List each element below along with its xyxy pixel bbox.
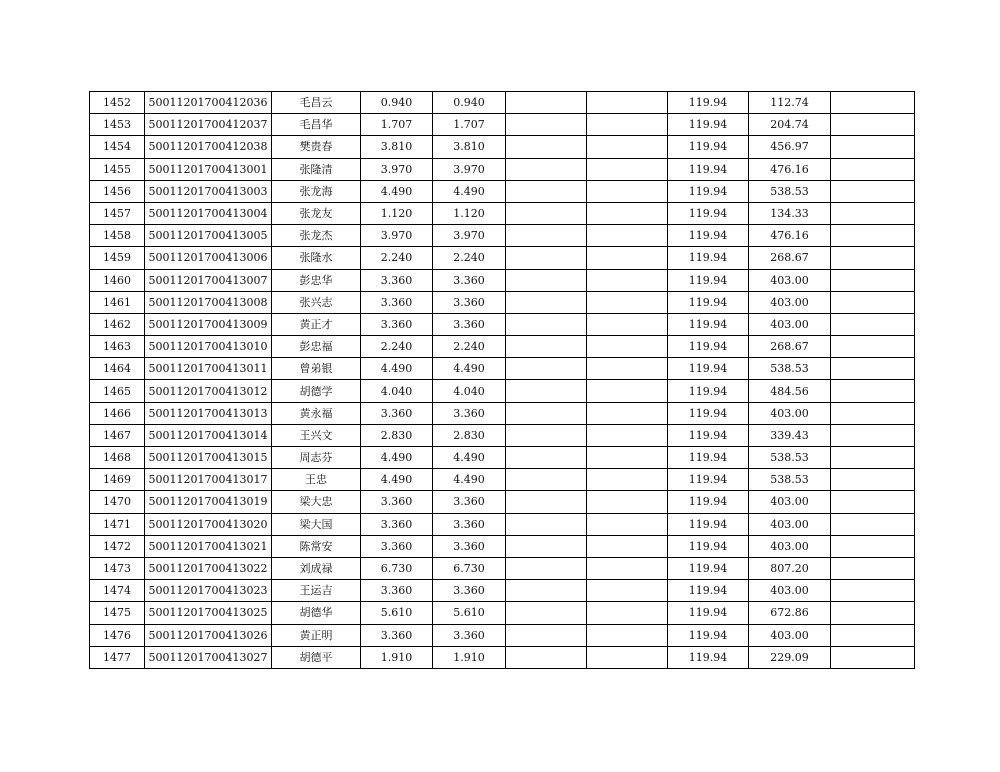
blank-cell <box>506 469 587 491</box>
amount-cell: 134.33 <box>749 202 831 224</box>
remark-cell <box>831 114 915 136</box>
table-row <box>90 313 915 335</box>
remark-cell <box>831 247 915 269</box>
amount-cell: 807.20 <box>749 557 831 579</box>
blank-cell <box>587 469 668 491</box>
price-cell: 119.94 <box>668 624 749 646</box>
name-cell: 樊贵春 <box>272 136 361 158</box>
area-cell: 4.040 <box>361 380 433 402</box>
amount-cell: 268.67 <box>749 247 831 269</box>
blank-cell <box>587 535 668 557</box>
name-cell: 陈常安 <box>272 535 361 557</box>
code-cell: 50011201700413022 <box>145 557 272 579</box>
name-cell: 周志芬 <box>272 447 361 469</box>
blank-cell <box>506 402 587 424</box>
price-cell: 119.94 <box>668 402 749 424</box>
remark-cell <box>831 225 915 247</box>
blank-cell <box>506 114 587 136</box>
amount-cell: 339.43 <box>749 424 831 446</box>
area-cell: 3.360 <box>361 291 433 313</box>
blank-cell <box>587 136 668 158</box>
price-cell: 119.94 <box>668 180 749 202</box>
seq-cell: 1477 <box>90 646 145 668</box>
seq-cell: 1474 <box>90 580 145 602</box>
name-cell: 张龙杰 <box>272 225 361 247</box>
name-cell: 胡德平 <box>272 646 361 668</box>
amount-cell: 403.00 <box>749 491 831 513</box>
table-row <box>90 358 915 380</box>
seq-cell: 1475 <box>90 602 145 624</box>
area-confirmed-cell: 2.240 <box>433 336 506 358</box>
name-cell: 曾弟银 <box>272 358 361 380</box>
area-cell: 3.360 <box>361 624 433 646</box>
amount-cell: 403.00 <box>749 535 831 557</box>
price-cell: 119.94 <box>668 380 749 402</box>
blank-cell <box>506 424 587 446</box>
area-cell: 3.360 <box>361 513 433 535</box>
code-cell: 50011201700413021 <box>145 535 272 557</box>
name-cell: 张隆水 <box>272 247 361 269</box>
code-cell: 50011201700413010 <box>145 336 272 358</box>
price-cell: 119.94 <box>668 535 749 557</box>
price-cell: 119.94 <box>668 225 749 247</box>
area-confirmed-cell: 4.490 <box>433 447 506 469</box>
table-row <box>90 447 915 469</box>
blank-cell <box>506 447 587 469</box>
remark-cell <box>831 535 915 557</box>
area-cell: 3.360 <box>361 580 433 602</box>
area-confirmed-cell: 4.490 <box>433 358 506 380</box>
amount-cell: 204.74 <box>749 114 831 136</box>
seq-cell: 1472 <box>90 535 145 557</box>
blank-cell <box>506 313 587 335</box>
blank-cell <box>587 269 668 291</box>
area-cell: 2.240 <box>361 336 433 358</box>
area-confirmed-cell: 5.610 <box>433 602 506 624</box>
code-cell: 50011201700413011 <box>145 358 272 380</box>
seq-cell: 1462 <box>90 313 145 335</box>
seq-cell: 1463 <box>90 336 145 358</box>
area-confirmed-cell: 3.360 <box>433 402 506 424</box>
remark-cell <box>831 469 915 491</box>
code-cell: 50011201700413026 <box>145 624 272 646</box>
area-cell: 4.490 <box>361 469 433 491</box>
code-cell: 50011201700413012 <box>145 380 272 402</box>
blank-cell <box>587 92 668 114</box>
blank-cell <box>506 158 587 180</box>
blank-cell <box>506 624 587 646</box>
blank-cell <box>506 646 587 668</box>
price-cell: 119.94 <box>668 158 749 180</box>
name-cell: 黄正才 <box>272 313 361 335</box>
blank-cell <box>587 513 668 535</box>
code-cell: 50011201700413003 <box>145 180 272 202</box>
name-cell: 张龙海 <box>272 180 361 202</box>
area-confirmed-cell: 3.360 <box>433 313 506 335</box>
seq-cell: 1458 <box>90 225 145 247</box>
seq-cell: 1452 <box>90 92 145 114</box>
amount-cell: 403.00 <box>749 291 831 313</box>
blank-cell <box>587 580 668 602</box>
remark-cell <box>831 291 915 313</box>
area-cell: 1.120 <box>361 202 433 224</box>
name-cell: 梁大国 <box>272 513 361 535</box>
area-cell: 3.360 <box>361 313 433 335</box>
blank-cell <box>587 225 668 247</box>
blank-cell <box>506 358 587 380</box>
price-cell: 119.94 <box>668 202 749 224</box>
remark-cell <box>831 92 915 114</box>
price-cell: 119.94 <box>668 291 749 313</box>
code-cell: 50011201700413007 <box>145 269 272 291</box>
remark-cell <box>831 269 915 291</box>
seq-cell: 1467 <box>90 424 145 446</box>
seq-cell: 1460 <box>90 269 145 291</box>
amount-cell: 403.00 <box>749 580 831 602</box>
blank-cell <box>587 313 668 335</box>
area-confirmed-cell: 4.490 <box>433 469 506 491</box>
table-row <box>90 225 915 247</box>
blank-cell <box>587 491 668 513</box>
area-confirmed-cell: 1.120 <box>433 202 506 224</box>
blank-cell <box>506 513 587 535</box>
amount-cell: 403.00 <box>749 513 831 535</box>
seq-cell: 1470 <box>90 491 145 513</box>
blank-cell <box>506 557 587 579</box>
blank-cell <box>506 92 587 114</box>
table-row <box>90 136 915 158</box>
name-cell: 王忠 <box>272 469 361 491</box>
seq-cell: 1469 <box>90 469 145 491</box>
table-row <box>90 269 915 291</box>
name-cell: 张隆清 <box>272 158 361 180</box>
code-cell: 50011201700413017 <box>145 469 272 491</box>
area-confirmed-cell: 3.360 <box>433 513 506 535</box>
code-cell: 50011201700412038 <box>145 136 272 158</box>
table-row <box>90 158 915 180</box>
price-cell: 119.94 <box>668 247 749 269</box>
area-confirmed-cell: 3.970 <box>433 158 506 180</box>
blank-cell <box>587 402 668 424</box>
remark-cell <box>831 602 915 624</box>
code-cell: 50011201700413023 <box>145 580 272 602</box>
price-cell: 119.94 <box>668 92 749 114</box>
area-confirmed-cell: 1.910 <box>433 646 506 668</box>
blank-cell <box>587 291 668 313</box>
blank-cell <box>587 336 668 358</box>
blank-cell <box>506 269 587 291</box>
table-row <box>90 247 915 269</box>
price-cell: 119.94 <box>668 580 749 602</box>
name-cell: 张龙友 <box>272 202 361 224</box>
area-cell: 6.730 <box>361 557 433 579</box>
seq-cell: 1465 <box>90 380 145 402</box>
area-cell: 4.490 <box>361 358 433 380</box>
code-cell: 50011201700413009 <box>145 313 272 335</box>
blank-cell <box>587 424 668 446</box>
seq-cell: 1476 <box>90 624 145 646</box>
amount-cell: 476.16 <box>749 158 831 180</box>
amount-cell: 484.56 <box>749 380 831 402</box>
amount-cell: 403.00 <box>749 269 831 291</box>
seq-cell: 1456 <box>90 180 145 202</box>
blank-cell <box>506 247 587 269</box>
seq-cell: 1454 <box>90 136 145 158</box>
blank-cell <box>506 202 587 224</box>
table-row <box>90 380 915 402</box>
blank-cell <box>506 380 587 402</box>
area-confirmed-cell: 3.360 <box>433 291 506 313</box>
area-cell: 2.240 <box>361 247 433 269</box>
blank-cell <box>506 491 587 513</box>
remark-cell <box>831 491 915 513</box>
area-cell: 3.360 <box>361 491 433 513</box>
blank-cell <box>587 358 668 380</box>
area-confirmed-cell: 3.970 <box>433 225 506 247</box>
table-row <box>90 336 915 358</box>
area-cell: 4.490 <box>361 447 433 469</box>
code-cell: 50011201700413013 <box>145 402 272 424</box>
name-cell: 张兴志 <box>272 291 361 313</box>
name-cell: 王运吉 <box>272 580 361 602</box>
amount-cell: 112.74 <box>749 92 831 114</box>
price-cell: 119.94 <box>668 602 749 624</box>
seq-cell: 1453 <box>90 114 145 136</box>
seq-cell: 1461 <box>90 291 145 313</box>
name-cell: 黄永福 <box>272 402 361 424</box>
remark-cell <box>831 180 915 202</box>
remark-cell <box>831 402 915 424</box>
name-cell: 黄正明 <box>272 624 361 646</box>
area-cell: 5.610 <box>361 602 433 624</box>
area-cell: 3.970 <box>361 158 433 180</box>
amount-cell: 403.00 <box>749 624 831 646</box>
name-cell: 梁大忠 <box>272 491 361 513</box>
area-confirmed-cell: 3.360 <box>433 624 506 646</box>
seq-cell: 1468 <box>90 447 145 469</box>
area-cell: 3.360 <box>361 269 433 291</box>
remark-cell <box>831 580 915 602</box>
area-cell: 0.940 <box>361 92 433 114</box>
blank-cell <box>587 602 668 624</box>
table-row <box>90 202 915 224</box>
area-cell: 1.910 <box>361 646 433 668</box>
blank-cell <box>587 202 668 224</box>
blank-cell <box>506 225 587 247</box>
table-row <box>90 535 915 557</box>
ledger-table <box>89 91 915 669</box>
amount-cell: 229.09 <box>749 646 831 668</box>
area-confirmed-cell: 3.360 <box>433 269 506 291</box>
remark-cell <box>831 624 915 646</box>
seq-cell: 1455 <box>90 158 145 180</box>
name-cell: 胡德华 <box>272 602 361 624</box>
area-confirmed-cell: 6.730 <box>433 557 506 579</box>
blank-cell <box>587 380 668 402</box>
table-row <box>90 291 915 313</box>
code-cell: 50011201700413001 <box>145 158 272 180</box>
seq-cell: 1466 <box>90 402 145 424</box>
name-cell: 胡德学 <box>272 380 361 402</box>
price-cell: 119.94 <box>668 513 749 535</box>
code-cell: 50011201700412036 <box>145 92 272 114</box>
name-cell: 毛昌云 <box>272 92 361 114</box>
code-cell: 50011201700413025 <box>145 602 272 624</box>
blank-cell <box>587 557 668 579</box>
price-cell: 119.94 <box>668 469 749 491</box>
area-confirmed-cell: 4.490 <box>433 180 506 202</box>
name-cell: 王兴文 <box>272 424 361 446</box>
table-row <box>90 424 915 446</box>
price-cell: 119.94 <box>668 336 749 358</box>
seq-cell: 1473 <box>90 557 145 579</box>
table-row <box>90 513 915 535</box>
blank-cell <box>587 158 668 180</box>
blank-cell <box>506 291 587 313</box>
blank-cell <box>506 535 587 557</box>
blank-cell <box>587 624 668 646</box>
code-cell: 50011201700413006 <box>145 247 272 269</box>
remark-cell <box>831 313 915 335</box>
blank-cell <box>506 602 587 624</box>
amount-cell: 456.97 <box>749 136 831 158</box>
name-cell: 毛昌华 <box>272 114 361 136</box>
table-row <box>90 180 915 202</box>
table-row <box>90 557 915 579</box>
area-cell: 1.707 <box>361 114 433 136</box>
area-cell: 3.360 <box>361 402 433 424</box>
area-confirmed-cell: 3.810 <box>433 136 506 158</box>
code-cell: 50011201700413008 <box>145 291 272 313</box>
code-cell: 50011201700413005 <box>145 225 272 247</box>
remark-cell <box>831 158 915 180</box>
area-confirmed-cell: 3.360 <box>433 491 506 513</box>
name-cell: 刘成禄 <box>272 557 361 579</box>
remark-cell <box>831 136 915 158</box>
price-cell: 119.94 <box>668 424 749 446</box>
blank-cell <box>587 247 668 269</box>
table-row <box>90 646 915 668</box>
blank-cell <box>587 114 668 136</box>
remark-cell <box>831 424 915 446</box>
remark-cell <box>831 447 915 469</box>
area-cell: 3.970 <box>361 225 433 247</box>
area-confirmed-cell: 4.040 <box>433 380 506 402</box>
code-cell: 50011201700413020 <box>145 513 272 535</box>
code-cell: 50011201700413027 <box>145 646 272 668</box>
remark-cell <box>831 513 915 535</box>
amount-cell: 268.67 <box>749 336 831 358</box>
remark-cell <box>831 358 915 380</box>
seq-cell: 1459 <box>90 247 145 269</box>
area-confirmed-cell: 3.360 <box>433 580 506 602</box>
table-row <box>90 602 915 624</box>
name-cell: 彭忠华 <box>272 269 361 291</box>
amount-cell: 476.16 <box>749 225 831 247</box>
remark-cell <box>831 336 915 358</box>
amount-cell: 403.00 <box>749 313 831 335</box>
remark-cell <box>831 202 915 224</box>
amount-cell: 538.53 <box>749 447 831 469</box>
code-cell: 50011201700413004 <box>145 202 272 224</box>
area-cell: 2.830 <box>361 424 433 446</box>
amount-cell: 672.86 <box>749 602 831 624</box>
area-cell: 3.360 <box>361 535 433 557</box>
price-cell: 119.94 <box>668 269 749 291</box>
blank-cell <box>506 136 587 158</box>
remark-cell <box>831 646 915 668</box>
price-cell: 119.94 <box>668 646 749 668</box>
price-cell: 119.94 <box>668 313 749 335</box>
table-row <box>90 114 915 136</box>
table-row <box>90 624 915 646</box>
amount-cell: 538.53 <box>749 358 831 380</box>
remark-cell <box>831 380 915 402</box>
code-cell: 50011201700413019 <box>145 491 272 513</box>
table-row <box>90 469 915 491</box>
price-cell: 119.94 <box>668 557 749 579</box>
table-row <box>90 580 915 602</box>
table-row <box>90 402 915 424</box>
amount-cell: 538.53 <box>749 180 831 202</box>
area-confirmed-cell: 0.940 <box>433 92 506 114</box>
price-cell: 119.94 <box>668 358 749 380</box>
area-confirmed-cell: 2.240 <box>433 247 506 269</box>
area-confirmed-cell: 2.830 <box>433 424 506 446</box>
name-cell: 彭忠福 <box>272 336 361 358</box>
table-row <box>90 491 915 513</box>
area-cell: 4.490 <box>361 180 433 202</box>
code-cell: 50011201700413015 <box>145 447 272 469</box>
price-cell: 119.94 <box>668 447 749 469</box>
blank-cell <box>506 580 587 602</box>
code-cell: 50011201700412037 <box>145 114 272 136</box>
blank-cell <box>506 180 587 202</box>
amount-cell: 403.00 <box>749 402 831 424</box>
remark-cell <box>831 557 915 579</box>
seq-cell: 1457 <box>90 202 145 224</box>
area-confirmed-cell: 1.707 <box>433 114 506 136</box>
blank-cell <box>587 447 668 469</box>
price-cell: 119.94 <box>668 491 749 513</box>
seq-cell: 1464 <box>90 358 145 380</box>
blank-cell <box>587 646 668 668</box>
ledger-table-body <box>90 92 915 669</box>
seq-cell: 1471 <box>90 513 145 535</box>
code-cell: 50011201700413014 <box>145 424 272 446</box>
table-row <box>90 92 915 114</box>
blank-cell <box>506 336 587 358</box>
amount-cell: 538.53 <box>749 469 831 491</box>
area-cell: 3.810 <box>361 136 433 158</box>
price-cell: 119.94 <box>668 114 749 136</box>
blank-cell <box>587 180 668 202</box>
area-confirmed-cell: 3.360 <box>433 535 506 557</box>
price-cell: 119.94 <box>668 136 749 158</box>
